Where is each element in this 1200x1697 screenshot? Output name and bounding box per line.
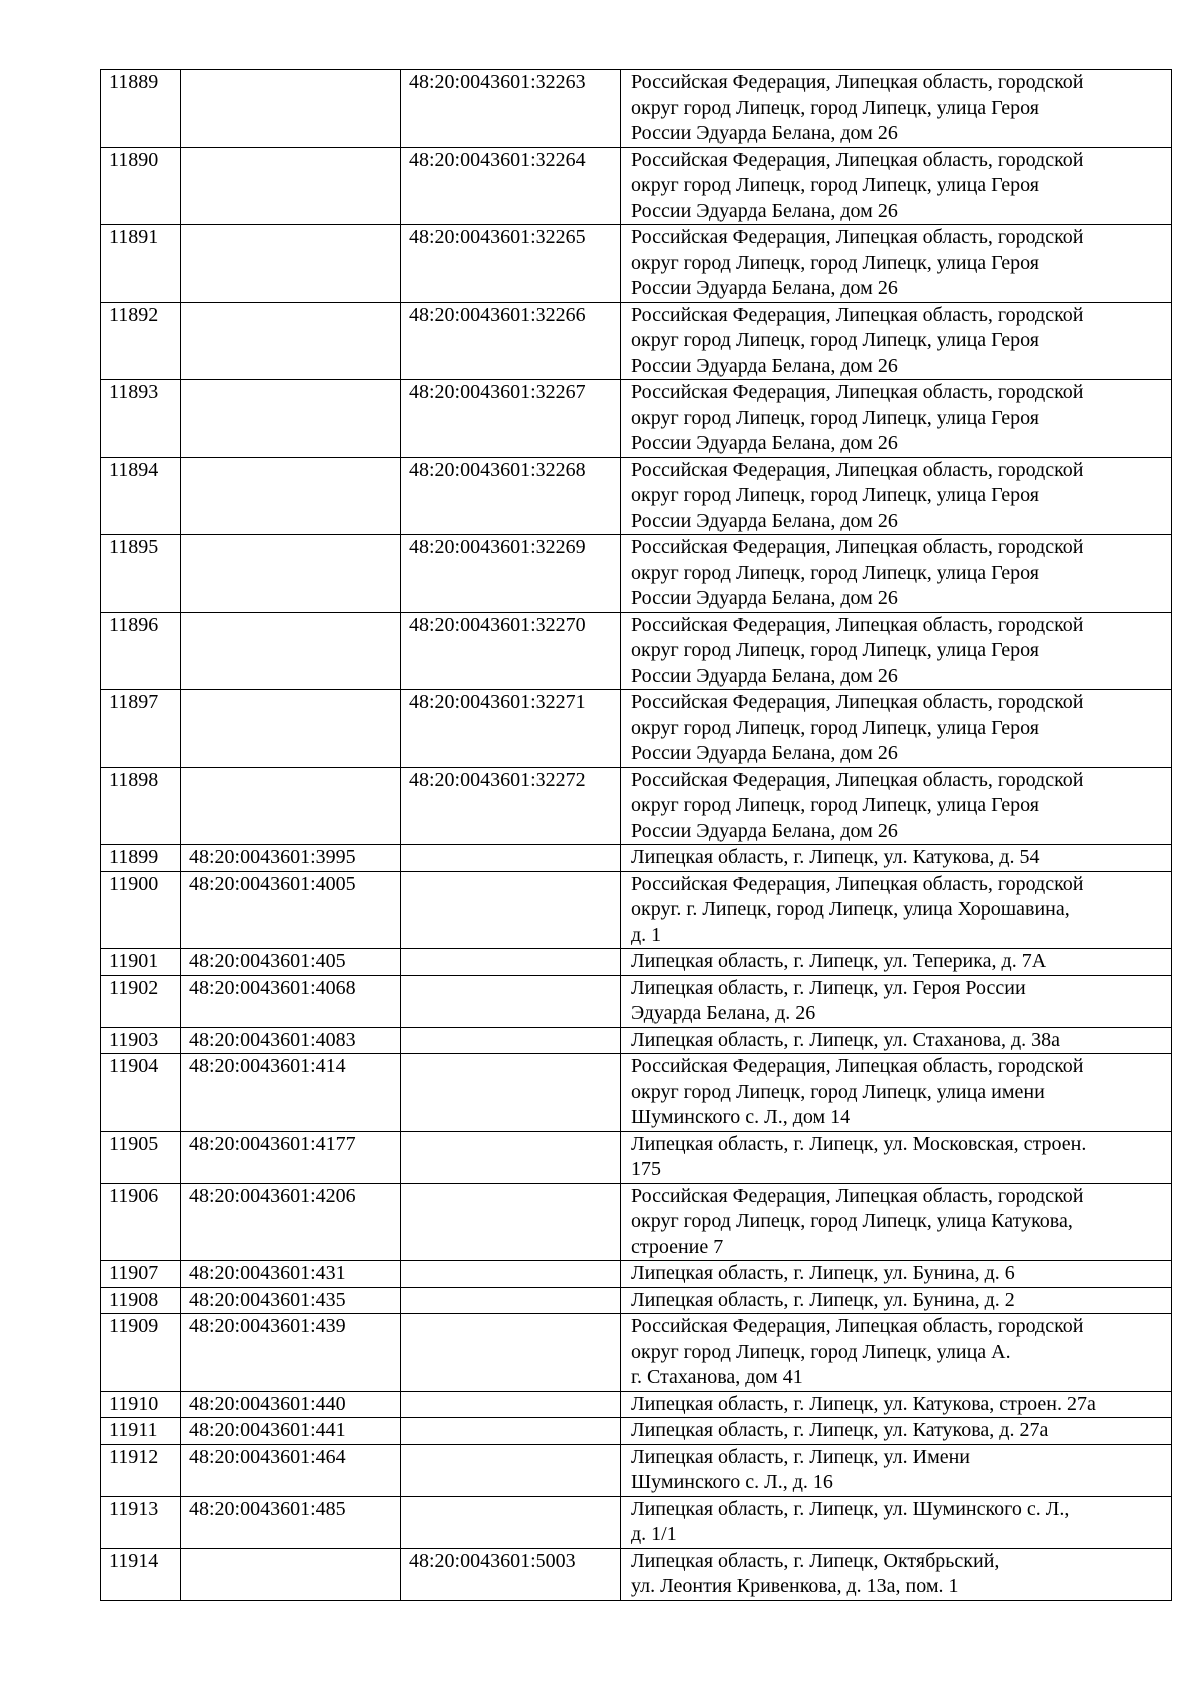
table-row — [101, 1131, 1172, 1183]
cadastral-number-building — [401, 1183, 621, 1261]
cadastral-number-parcel — [181, 147, 401, 225]
cadastral-number-parcel — [181, 302, 401, 380]
table-row — [101, 845, 1172, 872]
address: Липецкая область, г. Липецк, ул. Шуминского с. Л., д. 1/1 — [621, 1496, 1172, 1548]
address: Липецкая область, г. Липецк, ул. Героя России Эдуарда Белана, д. 26 — [621, 975, 1172, 1027]
address: Российская Федерация, Липецкая область, городской округ город Липецк, город Липецк, улица Героя России Эдуарда Белана, дом 26 — [621, 690, 1172, 768]
cadastral-number-parcel: 48:20:0043601:3995 — [181, 845, 401, 872]
address: Российская Федерация, Липецкая область, городской округ город Липецк, город Липецк, улица Героя России Эдуарда Белана, дом 26 — [621, 302, 1172, 380]
address: Липецкая область, г. Липецк, ул. Стаханова, д. 38а — [621, 1027, 1172, 1054]
cadastral-number-building — [401, 845, 621, 872]
cadastral-number-parcel: 48:20:0043601:435 — [181, 1287, 401, 1314]
row-number: 11905 — [101, 1131, 181, 1183]
cadastral-number-building: 48:20:0043601:32272 — [401, 767, 621, 845]
cadastral-number-building: 48:20:0043601:5003 — [401, 1548, 621, 1600]
cadastral-number-parcel: 48:20:0043601:4206 — [181, 1183, 401, 1261]
cadastral-number-parcel — [181, 70, 401, 148]
cadastral-number-building — [401, 1261, 621, 1288]
address: Липецкая область, г. Липецк, ул. Московская, строен. 175 — [621, 1131, 1172, 1183]
row-number: 11902 — [101, 975, 181, 1027]
address: Российская Федерация, Липецкая область, городской округ город Липецк, город Липецк, улица Героя России Эдуарда Белана, дом 26 — [621, 535, 1172, 613]
table-row — [101, 1027, 1172, 1054]
address: Липецкая область, г. Липецк, ул. Бунина, д. 6 — [621, 1261, 1172, 1288]
table-row — [101, 1391, 1172, 1418]
row-number: 11894 — [101, 457, 181, 535]
row-number: 11890 — [101, 147, 181, 225]
cadastral-number-building — [401, 1314, 621, 1392]
address: Российская Федерация, Липецкая область, городской округ город Липецк, город Липецк, улица Героя России Эдуарда Белана, дом 26 — [621, 457, 1172, 535]
cadastral-number-parcel: 48:20:0043601:431 — [181, 1261, 401, 1288]
cadastral-number-building — [401, 1287, 621, 1314]
table-row — [101, 1261, 1172, 1288]
table-row — [101, 690, 1172, 768]
address: Липецкая область, г. Липецк, ул. Катукова, д. 54 — [621, 845, 1172, 872]
address: Российская Федерация, Липецкая область, городской округ город Липецк, город Липецк, улица А. г. Стаханова, дом 41 — [621, 1314, 1172, 1392]
row-number: 11897 — [101, 690, 181, 768]
cadastral-number-building: 48:20:0043601:32265 — [401, 225, 621, 303]
cadastral-number-building — [401, 1496, 621, 1548]
table-row — [101, 1548, 1172, 1600]
cadastral-number-parcel: 48:20:0043601:440 — [181, 1391, 401, 1418]
table-row — [101, 949, 1172, 976]
cadastral-number-parcel: 48:20:0043601:4005 — [181, 871, 401, 949]
cadastral-number-parcel: 48:20:0043601:464 — [181, 1444, 401, 1496]
row-number: 11898 — [101, 767, 181, 845]
address: Российская Федерация, Липецкая область, городской округ город Липецк, город Липецк, улица Героя России Эдуарда Белана, дом 26 — [621, 612, 1172, 690]
cadastral-number-building — [401, 975, 621, 1027]
cadastral-number-parcel: 48:20:0043601:485 — [181, 1496, 401, 1548]
cadastral-number-parcel: 48:20:0043601:4177 — [181, 1131, 401, 1183]
address: Российская Федерация, Липецкая область, городской округ город Липецк, город Липецк, улица Героя России Эдуарда Белана, дом 26 — [621, 70, 1172, 148]
document-page — [100, 69, 1171, 1601]
cadastral-number-building: 48:20:0043601:32263 — [401, 70, 621, 148]
cadastral-number-parcel — [181, 380, 401, 458]
address: Российская Федерация, Липецкая область, городской округ город Липецк, город Липецк, улица Героя России Эдуарда Белана, дом 26 — [621, 767, 1172, 845]
table-row — [101, 535, 1172, 613]
row-number: 11914 — [101, 1548, 181, 1600]
address: Липецкая область, г. Липецк, ул. Катукова, д. 27а — [621, 1418, 1172, 1445]
table-row — [101, 1054, 1172, 1132]
cadastral-number-building — [401, 1444, 621, 1496]
table-row — [101, 457, 1172, 535]
address: Липецкая область, г. Липецк, ул. Катукова, строен. 27а — [621, 1391, 1172, 1418]
address: Российская Федерация, Липецкая область, городской округ город Липецк, город Липецк, улица имени Шуминского с. Л., дом 14 — [621, 1054, 1172, 1132]
cadastral-number-parcel — [181, 1548, 401, 1600]
row-number: 11899 — [101, 845, 181, 872]
row-number: 11900 — [101, 871, 181, 949]
row-number: 11909 — [101, 1314, 181, 1392]
cadastral-number-building — [401, 1418, 621, 1445]
cadastral-number-building: 48:20:0043601:32270 — [401, 612, 621, 690]
table-row — [101, 1183, 1172, 1261]
table-row — [101, 302, 1172, 380]
table-row — [101, 1287, 1172, 1314]
row-number: 11913 — [101, 1496, 181, 1548]
table-row — [101, 1314, 1172, 1392]
cadastral-number-parcel — [181, 457, 401, 535]
row-number: 11896 — [101, 612, 181, 690]
row-number: 11892 — [101, 302, 181, 380]
row-number: 11910 — [101, 1391, 181, 1418]
address: Российская Федерация, Липецкая область, городской округ город Липецк, город Липецк, улица Катукова, строение 7 — [621, 1183, 1172, 1261]
address: Липецкая область, г. Липецк, ул. Имени Шуминского с. Л., д. 16 — [621, 1444, 1172, 1496]
cadastral-number-parcel — [181, 225, 401, 303]
row-number: 11903 — [101, 1027, 181, 1054]
table-row — [101, 70, 1172, 148]
row-number: 11912 — [101, 1444, 181, 1496]
cadastral-number-parcel: 48:20:0043601:405 — [181, 949, 401, 976]
table-row — [101, 975, 1172, 1027]
cadastral-number-building: 48:20:0043601:32264 — [401, 147, 621, 225]
address: Российская Федерация, Липецкая область, городской округ. г. Липецк, город Липецк, улица Хорошавина, д. 1 — [621, 871, 1172, 949]
cadastral-number-building — [401, 871, 621, 949]
cadastral-number-building: 48:20:0043601:32266 — [401, 302, 621, 380]
cadastral-number-parcel: 48:20:0043601:441 — [181, 1418, 401, 1445]
address: Российская Федерация, Липецкая область, городской округ город Липецк, город Липецк, улица Героя России Эдуарда Белана, дом 26 — [621, 147, 1172, 225]
table-row — [101, 147, 1172, 225]
table-row — [101, 1418, 1172, 1445]
cadastral-number-parcel — [181, 535, 401, 613]
table-row — [101, 1496, 1172, 1548]
row-number: 11908 — [101, 1287, 181, 1314]
address: Российская Федерация, Липецкая область, городской округ город Липецк, город Липецк, улица Героя России Эдуарда Белана, дом 26 — [621, 225, 1172, 303]
row-number: 11901 — [101, 949, 181, 976]
cadastral-number-building — [401, 1391, 621, 1418]
cadastral-number-parcel: 48:20:0043601:414 — [181, 1054, 401, 1132]
cadastral-number-parcel — [181, 767, 401, 845]
address: Российская Федерация, Липецкая область, городской округ город Липецк, город Липецк, улица Героя России Эдуарда Белана, дом 26 — [621, 380, 1172, 458]
cadastral-number-building — [401, 1054, 621, 1132]
address: Липецкая область, г. Липецк, ул. Теперика, д. 7А — [621, 949, 1172, 976]
table-row — [101, 767, 1172, 845]
cadastral-number-building: 48:20:0043601:32269 — [401, 535, 621, 613]
cadastral-number-building — [401, 1131, 621, 1183]
address: Липецкая область, г. Липецк, Октябрьский, ул. Леонтия Кривенкова, д. 13а, пом. 1 — [621, 1548, 1172, 1600]
registry-table-body — [101, 70, 1172, 1601]
cadastral-number-building: 48:20:0043601:32267 — [401, 380, 621, 458]
table-row — [101, 612, 1172, 690]
table-row — [101, 225, 1172, 303]
cadastral-number-building: 48:20:0043601:32271 — [401, 690, 621, 768]
cadastral-number-building: 48:20:0043601:32268 — [401, 457, 621, 535]
table-row — [101, 871, 1172, 949]
cadastral-number-parcel: 48:20:0043601:4083 — [181, 1027, 401, 1054]
row-number: 11895 — [101, 535, 181, 613]
row-number: 11906 — [101, 1183, 181, 1261]
row-number: 11893 — [101, 380, 181, 458]
cadastral-number-parcel: 48:20:0043601:439 — [181, 1314, 401, 1392]
table-row — [101, 380, 1172, 458]
table-row — [101, 1444, 1172, 1496]
row-number: 11889 — [101, 70, 181, 148]
cadastral-number-building — [401, 1027, 621, 1054]
row-number: 11904 — [101, 1054, 181, 1132]
cadastral-number-building — [401, 949, 621, 976]
cadastral-number-parcel: 48:20:0043601:4068 — [181, 975, 401, 1027]
row-number: 11911 — [101, 1418, 181, 1445]
row-number: 11891 — [101, 225, 181, 303]
address: Липецкая область, г. Липецк, ул. Бунина, д. 2 — [621, 1287, 1172, 1314]
cadastral-number-parcel — [181, 612, 401, 690]
cadastral-number-parcel — [181, 690, 401, 768]
registry-table — [100, 69, 1172, 1601]
row-number: 11907 — [101, 1261, 181, 1288]
